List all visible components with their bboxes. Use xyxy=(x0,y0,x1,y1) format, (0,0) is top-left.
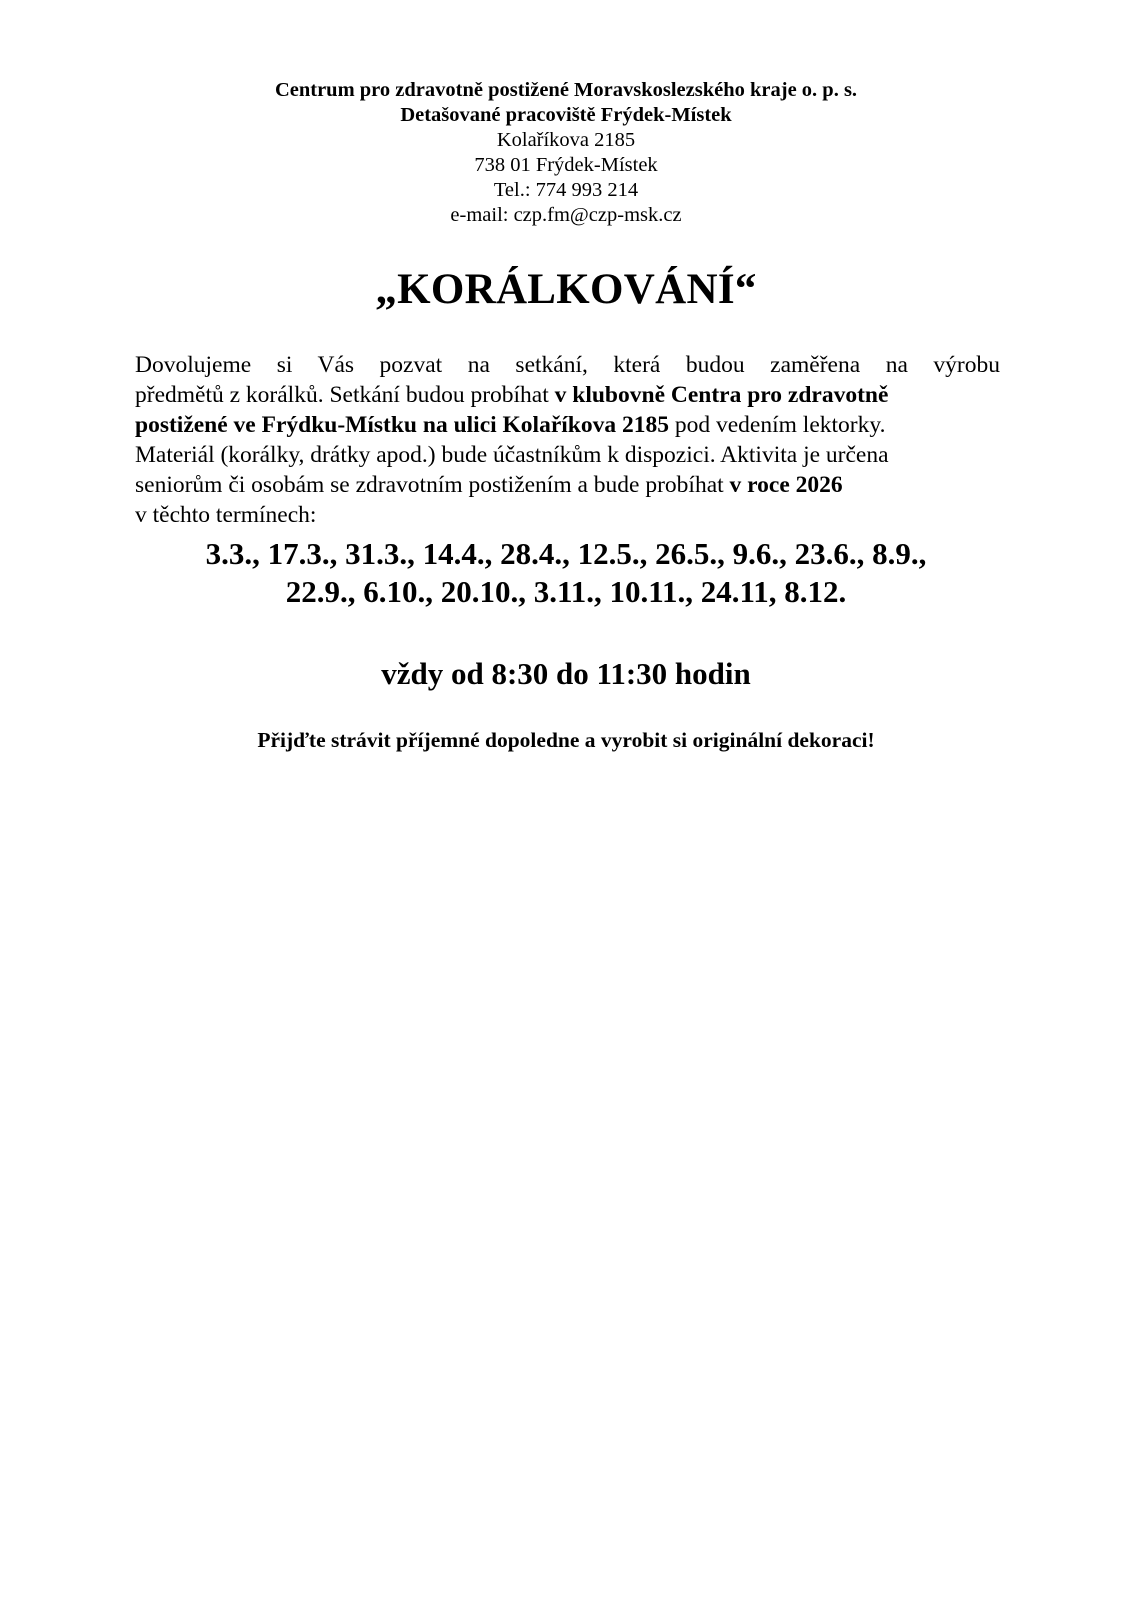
branch-name: Detašované pracoviště Frýdek-Místek xyxy=(400,104,732,126)
dates-row-1: 3.3., 17.3., 31.3., 14.4., 28.4., 12.5., 26.5., 9.6., 23.6., 8.9., xyxy=(205,536,927,571)
dates-list xyxy=(0,535,1132,611)
paragraph-line-3 xyxy=(135,410,1000,440)
paragraph-line-6: v těchto termínech: xyxy=(135,502,317,528)
paragraph-line-4: Materiál (korálky, drátky apod.) bude účastníkům k dispozici. Aktivita je určena xyxy=(135,442,889,468)
page-title: „KORÁLKOVÁNÍ“ xyxy=(375,266,757,313)
organization-header xyxy=(0,78,1132,228)
paragraph-line-1: Dovolujeme si Vás pozvat na setkání, která budou zaměřena na výrobu xyxy=(135,352,1000,378)
phone-number: Tel.: 774 993 214 xyxy=(493,179,639,201)
paragraph-line-2-text: předmětů z korálků. Setkání budou probíhat xyxy=(135,382,555,408)
email-address: e-mail: czp.fm@czp-msk.cz xyxy=(450,204,682,226)
time-info: vždy od 8:30 do 11:30 hodin xyxy=(381,656,751,691)
paragraph-line-2-bold: v klubovně Centra pro zdravotně xyxy=(554,382,889,408)
address-city: 738 01 Frýdek-Místek xyxy=(474,154,658,176)
paragraph-line-3-bold: postižené ve Frýdku-Místku na ulici Kolaříkova 2185 xyxy=(135,412,669,438)
paragraph-line-5-bold: v roce 2026 xyxy=(729,472,843,498)
organization-name: Centrum pro zdravotně postižené Moravskoslezského kraje o. p. s. xyxy=(274,79,858,101)
paragraph-line-5-text: seniorům či osobám se zdravotním postižením a bude probíhat xyxy=(135,472,730,498)
invitation-paragraph xyxy=(135,350,1000,530)
address-street: Kolaříkova 2185 xyxy=(496,129,636,151)
paragraph-line-5 xyxy=(135,470,1000,500)
paragraph-line-3-text: pod vedením lektorky. xyxy=(669,412,886,438)
paragraph-line-2 xyxy=(135,380,1000,410)
call-to-action: Přijďte strávit příjemné dopoledne a vyrobit si originální dekoraci! xyxy=(257,728,875,752)
dates-row-2: 22.9., 6.10., 20.10., 3.11., 10.11., 24.11, 8.12. xyxy=(285,574,847,609)
